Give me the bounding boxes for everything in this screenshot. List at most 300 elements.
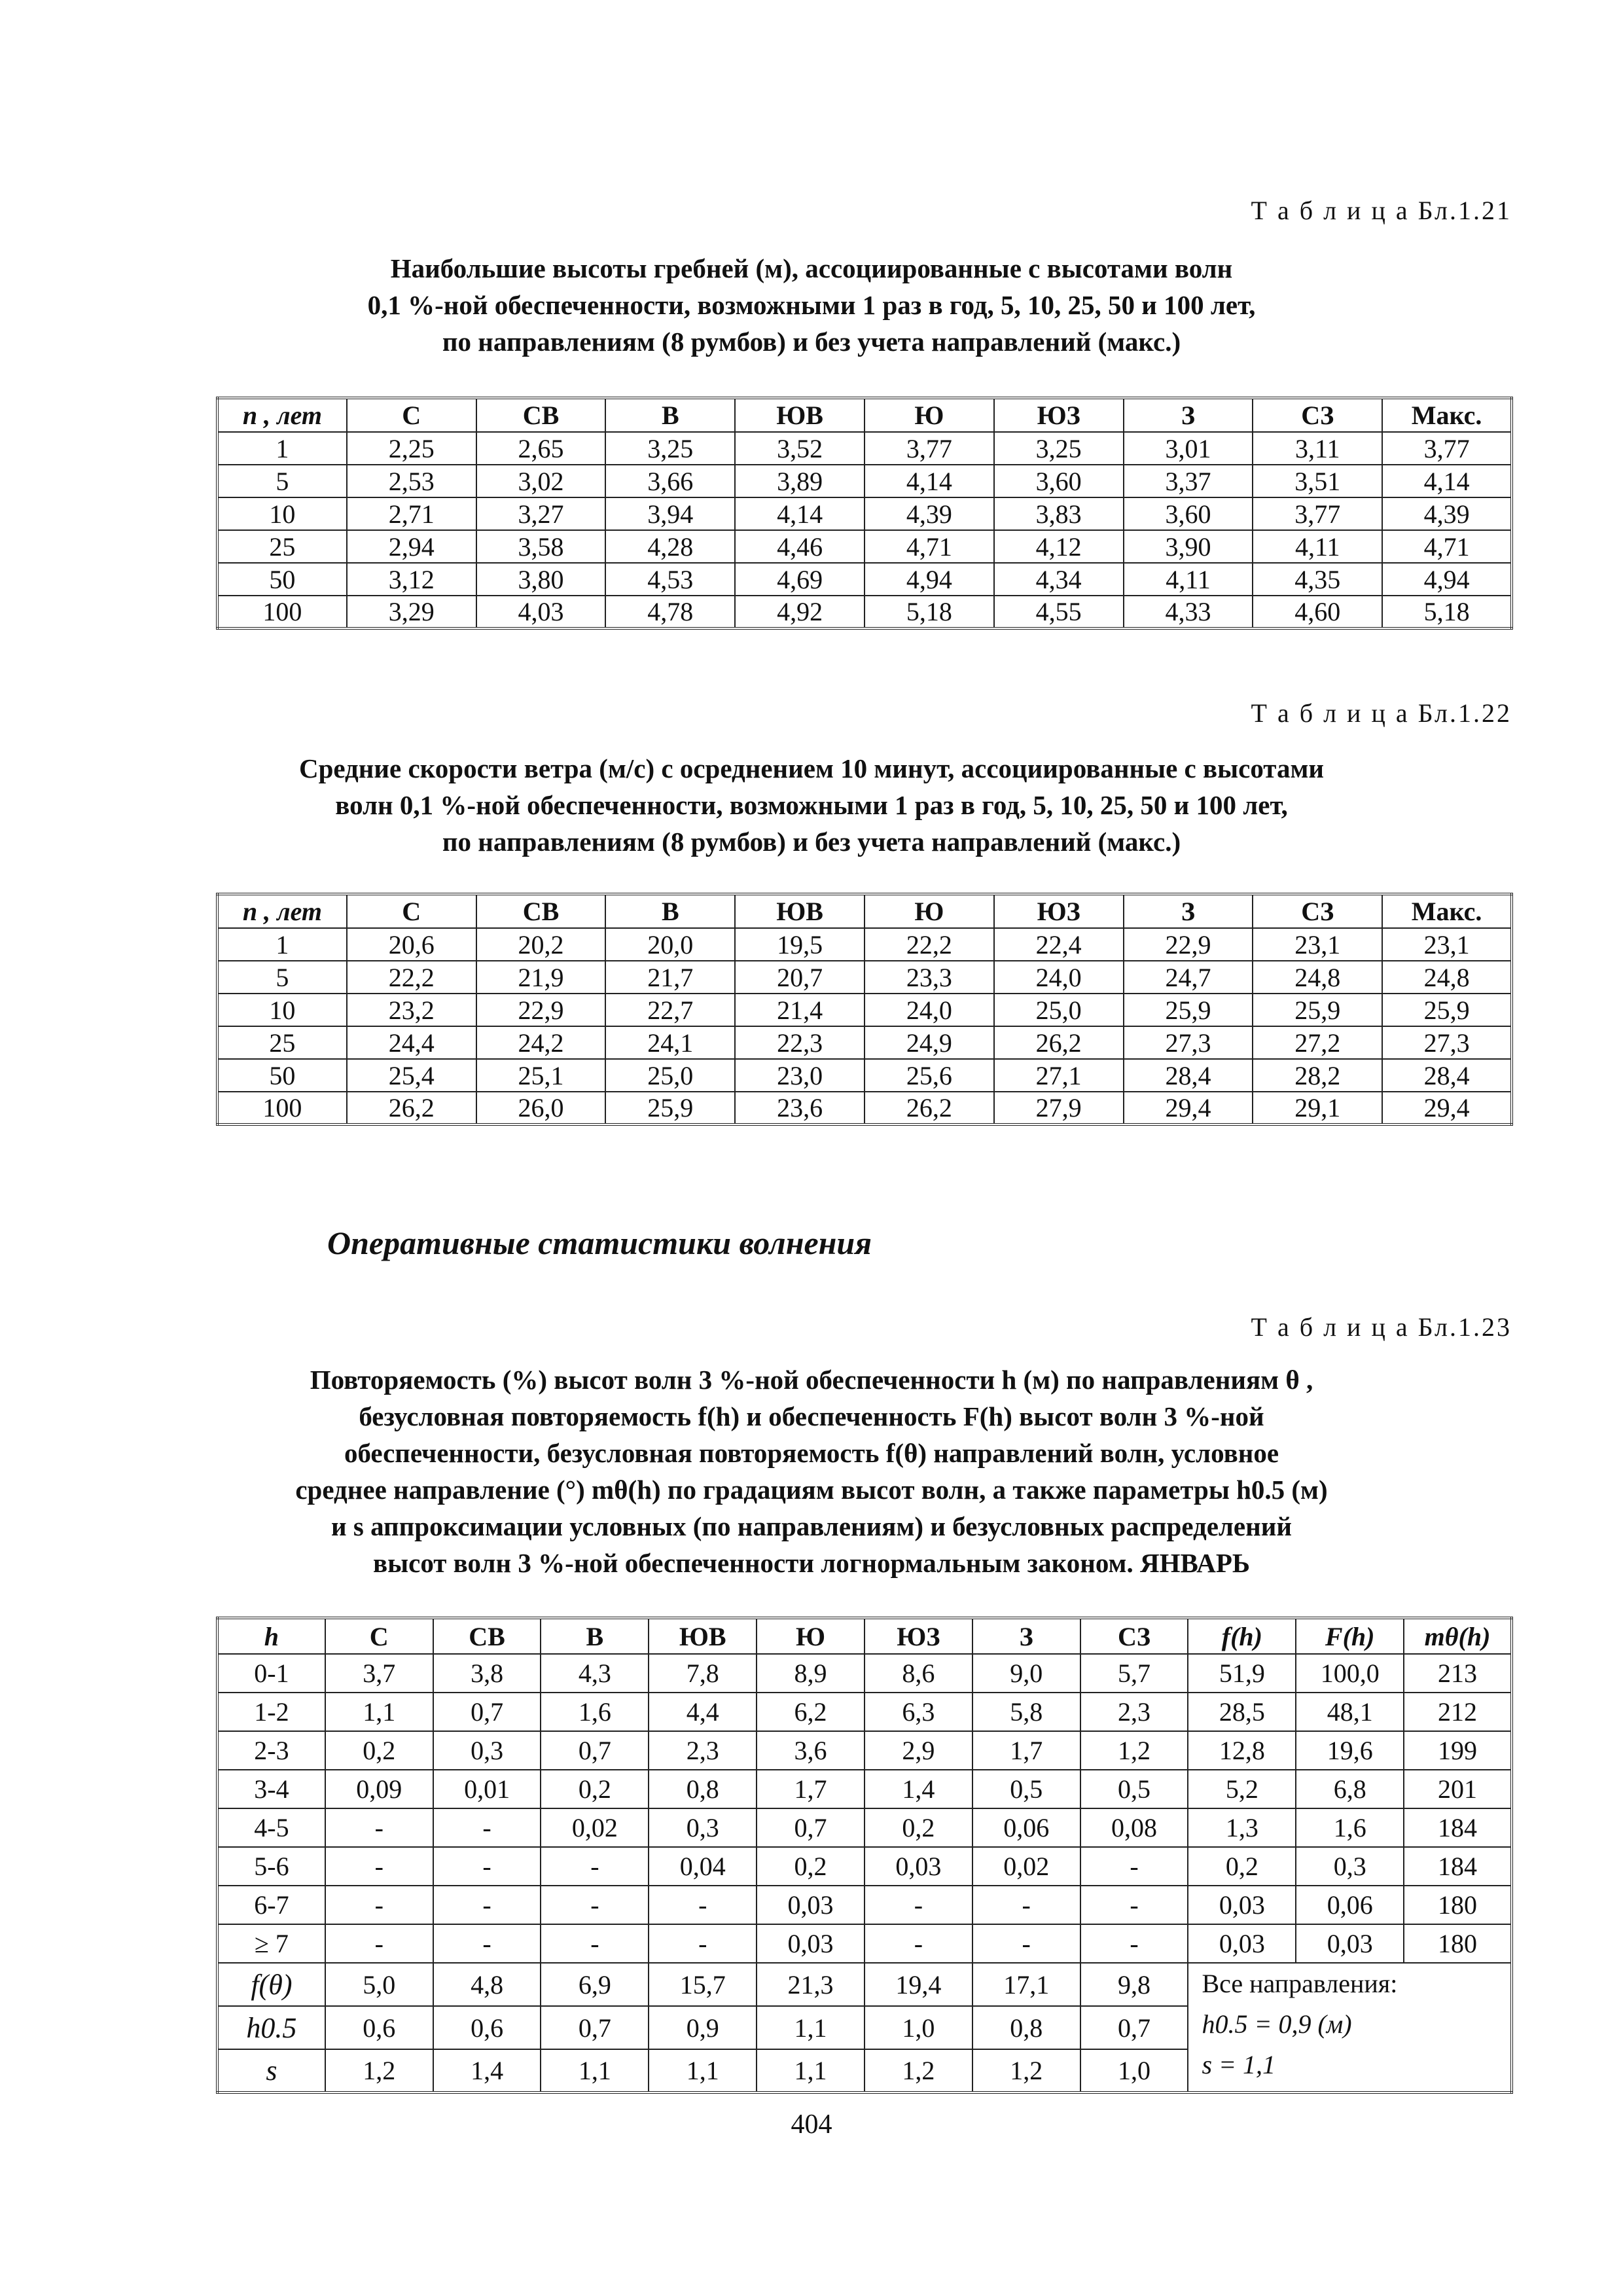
table-cell: 1,1	[757, 2006, 865, 2049]
column-header: ЮЗ	[994, 398, 1124, 432]
table-cell: 100	[217, 596, 347, 628]
table-cell: 0,02	[541, 1808, 649, 1847]
table-cell: -	[325, 1886, 433, 1924]
table-cell: 3,12	[347, 563, 476, 596]
table-cell: -	[325, 1808, 433, 1847]
table-cell: 0,8	[649, 1770, 757, 1808]
parameter-row	[217, 1963, 1512, 2006]
table-cell: 24,8	[1382, 961, 1512, 994]
title-line: высот волн 3 %-ной обеспеченности логнормальным законом. ЯНВАРЬ	[372, 1548, 1250, 1578]
table-row	[217, 994, 1512, 1026]
table-cell: 22,4	[994, 928, 1124, 961]
table-cell: -	[865, 1886, 972, 1924]
title-line: среднее направление (°) mθ(h) по градациям высот волн, а также параметры h0.5 (м)	[295, 1475, 1328, 1505]
table-cell: 4,14	[865, 465, 994, 497]
table-row	[217, 1092, 1512, 1124]
table-cell: 21,9	[476, 961, 606, 994]
table-cell: 21,7	[605, 961, 735, 994]
table-cell: 2,65	[476, 432, 606, 465]
table-cell: -	[649, 1924, 757, 1963]
table-title	[196, 250, 1427, 360]
table-row	[217, 1924, 1512, 1963]
table-cell: 1,2	[325, 2049, 433, 2092]
table-cell: -	[325, 1847, 433, 1886]
table-cell: 29,4	[1124, 1092, 1253, 1124]
table-cell: 0,03	[865, 1847, 972, 1886]
table-cell: 24,8	[1253, 961, 1382, 994]
table-cell: 4,94	[1382, 563, 1512, 596]
table-cell: 0,6	[433, 2006, 541, 2049]
table-cell: 2,71	[347, 497, 476, 530]
table-cell: 20,6	[347, 928, 476, 961]
table-cell: 0,2	[865, 1808, 972, 1847]
table-cell: 25	[217, 530, 347, 563]
table-cell: 8,9	[757, 1654, 865, 1693]
column-header: С	[347, 398, 476, 432]
table-cell: 15,7	[649, 1963, 757, 2006]
table-cell: 24,4	[347, 1026, 476, 1059]
table-row	[217, 596, 1512, 628]
table-cell: 25,0	[994, 994, 1124, 1026]
table-cell: -	[1080, 1924, 1188, 1963]
table-cell: 0,03	[1188, 1924, 1296, 1963]
column-header: Ю	[865, 894, 994, 928]
table-cell: 4,71	[865, 530, 994, 563]
title-line: по направлениям (8 румбов) и без учета направлений (макс.)	[442, 827, 1181, 857]
table-cell: 1,0	[1080, 2049, 1188, 2092]
column-header: ЮВ	[735, 398, 865, 432]
table-cell: 1,1	[541, 2049, 649, 2092]
table-cell: 4,34	[994, 563, 1124, 596]
column-header: В	[605, 398, 735, 432]
table-cell: 25,1	[476, 1059, 606, 1092]
table-cell: 3,25	[605, 432, 735, 465]
note-line: Все направления:	[1202, 1969, 1398, 1998]
table-cell: 199	[1404, 1731, 1512, 1770]
table-cell: 0,7	[1080, 2006, 1188, 2049]
table-cell: 0,06	[972, 1808, 1080, 1847]
table-cell: 4-5	[217, 1808, 325, 1847]
column-header: f(h)	[1188, 1618, 1296, 1654]
column-header: З	[1124, 894, 1253, 928]
table-cell: 5,18	[865, 596, 994, 628]
table-cell: 184	[1404, 1847, 1512, 1886]
table-cell: 3,02	[476, 465, 606, 497]
title-line: по направлениям (8 румбов) и без учета направлений (макс.)	[442, 327, 1181, 357]
table-cell: 4,69	[735, 563, 865, 596]
table-cell: 3-4	[217, 1770, 325, 1808]
table-row	[217, 1693, 1512, 1731]
table-cell: 9,8	[1080, 1963, 1188, 2006]
table-cell: 4,53	[605, 563, 735, 596]
table-cell: 28,4	[1382, 1059, 1512, 1092]
table-cell: -	[541, 1924, 649, 1963]
table-row	[217, 530, 1512, 563]
table-cell: 8,6	[865, 1654, 972, 1693]
table-cell: 3,11	[1253, 432, 1382, 465]
table-cell: 5,7	[1080, 1654, 1188, 1693]
note-line: h0.5 = 0,9 (м)	[1202, 2009, 1352, 2039]
table-cell: 3,60	[994, 465, 1124, 497]
table-cell: 25,9	[1253, 994, 1382, 1026]
table-cell: 3,94	[605, 497, 735, 530]
table-cell: 1,1	[325, 1693, 433, 1731]
table-cell: 25,9	[605, 1092, 735, 1124]
table-cell: 3,27	[476, 497, 606, 530]
table-cell: 22,9	[1124, 928, 1253, 961]
table-cell: 6,8	[1296, 1770, 1404, 1808]
column-header: ЮЗ	[994, 894, 1124, 928]
table-cell: 1	[217, 432, 347, 465]
table-cell: 5,8	[972, 1693, 1080, 1731]
table-cell: 27,3	[1382, 1026, 1512, 1059]
table-cell: 0,08	[1080, 1808, 1188, 1847]
table-cell: 0,03	[757, 1886, 865, 1924]
table-cell: 4,28	[605, 530, 735, 563]
table-cell: 0,3	[433, 1731, 541, 1770]
column-header: СЗ	[1253, 398, 1382, 432]
table-row	[217, 928, 1512, 961]
table-cell: -	[541, 1886, 649, 1924]
table-cell: 1,2	[972, 2049, 1080, 2092]
table-label: Т а б л и ц а Бл.1.22	[1251, 698, 1512, 728]
column-header: В	[541, 1618, 649, 1654]
table-cell: 29,4	[1382, 1092, 1512, 1124]
table-cell: 212	[1404, 1693, 1512, 1731]
column-header: Макс.	[1382, 398, 1512, 432]
table-cell: 180	[1404, 1924, 1512, 1963]
table-cell: 3,89	[735, 465, 865, 497]
table-row	[217, 961, 1512, 994]
table-cell: 184	[1404, 1808, 1512, 1847]
table-cell: 3,77	[1253, 497, 1382, 530]
column-header: СВ	[476, 398, 606, 432]
table-cell: 22,7	[605, 994, 735, 1026]
table-cell: 26,2	[347, 1092, 476, 1124]
title-line: и s аппроксимации условных (по направлениям) и безусловных распределений	[331, 1511, 1292, 1541]
table-cell: 100	[217, 1092, 347, 1124]
table-row	[217, 465, 1512, 497]
data-table	[216, 1617, 1513, 2094]
table-cell: 1	[217, 928, 347, 961]
table-cell: 50	[217, 1059, 347, 1092]
table-cell: 2,53	[347, 465, 476, 497]
table-cell: 25	[217, 1026, 347, 1059]
table-cell: 1,3	[1188, 1808, 1296, 1847]
table-cell: 25,9	[1382, 994, 1512, 1026]
table-cell: 3,29	[347, 596, 476, 628]
table-cell: 3,8	[433, 1654, 541, 1693]
table-cell: 1,6	[1296, 1808, 1404, 1847]
table-cell: 27,3	[1124, 1026, 1253, 1059]
title-line: безусловная повторяемость f(h) и обеспеченность F(h) высот волн 3 %-ной	[359, 1401, 1264, 1431]
data-table	[216, 397, 1513, 630]
table-cell: 4,4	[649, 1693, 757, 1731]
table-cell: 5,0	[325, 1963, 433, 2006]
table-cell: 4,11	[1253, 530, 1382, 563]
parameter-label: s	[217, 2049, 325, 2092]
title-line: 0,1 %-ной обеспеченности, возможными 1 раз в год, 5, 10, 25, 50 и 100 лет,	[367, 290, 1256, 320]
table-cell: 4,39	[1382, 497, 1512, 530]
table-cell: 0,02	[972, 1847, 1080, 1886]
header-row	[217, 398, 1512, 432]
table-cell: 0,03	[1188, 1886, 1296, 1924]
table-cell: 4,03	[476, 596, 606, 628]
table-title	[196, 750, 1427, 860]
column-header: ЮВ	[735, 894, 865, 928]
table-cell: 9,0	[972, 1654, 1080, 1693]
table-row	[217, 432, 1512, 465]
table-cell: 1,1	[757, 2049, 865, 2092]
header-row	[217, 894, 1512, 928]
table-cell: 3,52	[735, 432, 865, 465]
table-cell: 48,1	[1296, 1693, 1404, 1731]
table-cell: 3,77	[865, 432, 994, 465]
table-cell: 4,14	[735, 497, 865, 530]
column-header: F(h)	[1296, 1618, 1404, 1654]
table-label: Т а б л и ц а Бл.1.21	[1251, 196, 1512, 225]
column-header: h	[217, 1618, 325, 1654]
column-header: СВ	[433, 1618, 541, 1654]
table-cell: 3,66	[605, 465, 735, 497]
table-row	[217, 1808, 1512, 1847]
table-label: Т а б л и ц а Бл.1.23	[1251, 1312, 1512, 1342]
table-cell: 0,2	[1188, 1847, 1296, 1886]
note-line: s = 1,1	[1202, 2050, 1276, 2079]
table-cell: 2,94	[347, 530, 476, 563]
table-cell: 0,2	[325, 1731, 433, 1770]
table-cell: 24,9	[865, 1026, 994, 1059]
table-cell: 28,5	[1188, 1693, 1296, 1731]
column-header: mθ(h)	[1404, 1618, 1512, 1654]
table-cell: 20,0	[605, 928, 735, 961]
table-cell: 29,1	[1253, 1092, 1382, 1124]
column-header: СЗ	[1080, 1618, 1188, 1654]
table-row	[217, 1770, 1512, 1808]
column-header: ЮЗ	[865, 1618, 972, 1654]
table-cell: 10	[217, 497, 347, 530]
table-cell: 4,35	[1253, 563, 1382, 596]
table-cell: 0,7	[541, 2006, 649, 2049]
table-cell: -	[649, 1886, 757, 1924]
table-cell: 27,9	[994, 1092, 1124, 1124]
table-cell: 3,7	[325, 1654, 433, 1693]
table-cell: 12,8	[1188, 1731, 1296, 1770]
column-header: n , лет	[217, 398, 347, 432]
table-cell: 201	[1404, 1770, 1512, 1808]
column-header: СЗ	[1253, 894, 1382, 928]
table-cell: 25,0	[605, 1059, 735, 1092]
title-line: Повторяемость (%) высот волн 3 %-ной обеспеченности h (м) по направлениям θ ,	[310, 1365, 1313, 1395]
table-cell: 22,3	[735, 1026, 865, 1059]
column-header: З	[1124, 398, 1253, 432]
title-line: Средние скорости ветра (м/с) с осреднением 10 минут, ассоциированные с высотами	[298, 753, 1324, 783]
table-cell: 2,3	[1080, 1693, 1188, 1731]
table-cell: 1,4	[433, 2049, 541, 2092]
table-cell: 0,5	[972, 1770, 1080, 1808]
table-cell: 19,5	[735, 928, 865, 961]
table-cell: 1,7	[972, 1731, 1080, 1770]
table-cell: 4,11	[1124, 563, 1253, 596]
table-cell: 25,9	[1124, 994, 1253, 1026]
table-cell: 0,03	[1296, 1924, 1404, 1963]
table-cell: 180	[1404, 1886, 1512, 1924]
table-cell: -	[433, 1924, 541, 1963]
parameter-label: h0.5	[217, 2006, 325, 2049]
table-cell: 4,14	[1382, 465, 1512, 497]
column-header: С	[325, 1618, 433, 1654]
table-cell: 3,80	[476, 563, 606, 596]
table-cell: 24,1	[605, 1026, 735, 1059]
table-cell: 4,94	[865, 563, 994, 596]
column-header: Макс.	[1382, 894, 1512, 928]
column-header: Ю	[757, 1618, 865, 1654]
table-cell: 0,7	[541, 1731, 649, 1770]
table-cell: 3,77	[1382, 432, 1512, 465]
table-cell: 3,37	[1124, 465, 1253, 497]
table-cell: 5-6	[217, 1847, 325, 1886]
table-cell: 1-2	[217, 1693, 325, 1731]
table-cell: 25,4	[347, 1059, 476, 1092]
table-cell: 7,8	[649, 1654, 757, 1693]
table-row	[217, 1026, 1512, 1059]
table-cell: 27,1	[994, 1059, 1124, 1092]
table-cell: -	[325, 1924, 433, 1963]
table-cell: 6,9	[541, 1963, 649, 2006]
table-cell: 23,6	[735, 1092, 865, 1124]
column-header: СВ	[476, 894, 606, 928]
table-cell: 1,2	[1080, 1731, 1188, 1770]
table-cell: 4,39	[865, 497, 994, 530]
table-row	[217, 1886, 1512, 1924]
table-row	[217, 563, 1512, 596]
table-cell: 4,46	[735, 530, 865, 563]
table-row	[217, 1654, 1512, 1693]
table-cell: 0,01	[433, 1770, 541, 1808]
table-cell: 5,2	[1188, 1770, 1296, 1808]
table-row	[217, 1059, 1512, 1092]
table-cell: 0,6	[325, 2006, 433, 2049]
table-cell: 50	[217, 563, 347, 596]
table-cell: -	[433, 1808, 541, 1847]
table-cell: ≥ 7	[217, 1924, 325, 1963]
table-cell: 0,8	[972, 2006, 1080, 2049]
column-header: З	[972, 1618, 1080, 1654]
table-row	[217, 1731, 1512, 1770]
table-cell: 26,0	[476, 1092, 606, 1124]
table-cell: 2,9	[865, 1731, 972, 1770]
table-cell: -	[1080, 1847, 1188, 1886]
page-number: 404	[791, 2109, 832, 2140]
table-cell: 28,2	[1253, 1059, 1382, 1092]
table-cell: 1,6	[541, 1693, 649, 1731]
data-table	[216, 893, 1513, 1126]
table-cell: 3,51	[1253, 465, 1382, 497]
table-cell: 0,06	[1296, 1886, 1404, 1924]
table-cell: 23,3	[865, 961, 994, 994]
column-header: n , лет	[217, 894, 347, 928]
table-cell: 1,7	[757, 1770, 865, 1808]
table-cell: 21,4	[735, 994, 865, 1026]
column-header: С	[347, 894, 476, 928]
table-cell: -	[433, 1847, 541, 1886]
table-cell: 0,04	[649, 1847, 757, 1886]
table-cell: 6,3	[865, 1693, 972, 1731]
title-line: волн 0,1 %-ной обеспеченности, возможными 1 раз в год, 5, 10, 25, 50 и 100 лет,	[335, 790, 1288, 820]
table-cell: 26,2	[994, 1026, 1124, 1059]
table-cell: 4,71	[1382, 530, 1512, 563]
table-cell: 23,1	[1382, 928, 1512, 961]
table-cell: 0,2	[757, 1847, 865, 1886]
table-cell: 3,83	[994, 497, 1124, 530]
table-cell: 0,3	[1296, 1847, 1404, 1886]
table-cell: 0,2	[541, 1770, 649, 1808]
table-cell: -	[865, 1924, 972, 1963]
table-cell: 21,3	[757, 1963, 865, 2006]
table-cell: 0,3	[649, 1808, 757, 1847]
table-cell: 0,7	[433, 1693, 541, 1731]
table-cell: 4,60	[1253, 596, 1382, 628]
table-cell: 22,9	[476, 994, 606, 1026]
table-cell: 3,60	[1124, 497, 1253, 530]
table-cell: 19,6	[1296, 1731, 1404, 1770]
table-cell: -	[433, 1886, 541, 1924]
table-cell: 3,90	[1124, 530, 1253, 563]
table-cell: 0,9	[649, 2006, 757, 2049]
table-cell: 5	[217, 961, 347, 994]
table-cell: 2,25	[347, 432, 476, 465]
table-row	[217, 1847, 1512, 1886]
table-cell: 0,03	[757, 1924, 865, 1963]
table-cell: 51,9	[1188, 1654, 1296, 1693]
table-cell: -	[541, 1847, 649, 1886]
table-cell: 4,55	[994, 596, 1124, 628]
table-cell: 19,4	[865, 1963, 972, 2006]
table-cell: 3,6	[757, 1731, 865, 1770]
table-cell: 3,25	[994, 432, 1124, 465]
title-line: обеспеченности, безусловная повторяемость f(θ) направлений волн, условное	[344, 1438, 1279, 1468]
table-cell: 4,12	[994, 530, 1124, 563]
table-cell: 100,0	[1296, 1654, 1404, 1693]
table-cell: 6-7	[217, 1886, 325, 1924]
table-cell: 0-1	[217, 1654, 325, 1693]
table-cell: -	[972, 1924, 1080, 1963]
table-cell: 23,2	[347, 994, 476, 1026]
table-cell: 0,5	[1080, 1770, 1188, 1808]
table-cell: 17,1	[972, 1963, 1080, 2006]
table-cell: 25,6	[865, 1059, 994, 1092]
table-cell: 10	[217, 994, 347, 1026]
table-cell: -	[972, 1886, 1080, 1924]
table-cell: 26,2	[865, 1092, 994, 1124]
table-cell: 2-3	[217, 1731, 325, 1770]
table-cell: 23,0	[735, 1059, 865, 1092]
column-header: ЮВ	[649, 1618, 757, 1654]
table-cell: 24,7	[1124, 961, 1253, 994]
table-cell: 5,18	[1382, 596, 1512, 628]
table-cell: 4,33	[1124, 596, 1253, 628]
table-cell: 4,92	[735, 596, 865, 628]
table-cell: 22,2	[347, 961, 476, 994]
table-cell: 2,3	[649, 1731, 757, 1770]
parameter-label: f(θ)	[217, 1963, 325, 2006]
table-cell: 4,3	[541, 1654, 649, 1693]
column-header: Ю	[865, 398, 994, 432]
table-cell: 213	[1404, 1654, 1512, 1693]
table-cell: 24,0	[994, 961, 1124, 994]
table-cell: 4,8	[433, 1963, 541, 2006]
table-cell: 0,7	[757, 1808, 865, 1847]
